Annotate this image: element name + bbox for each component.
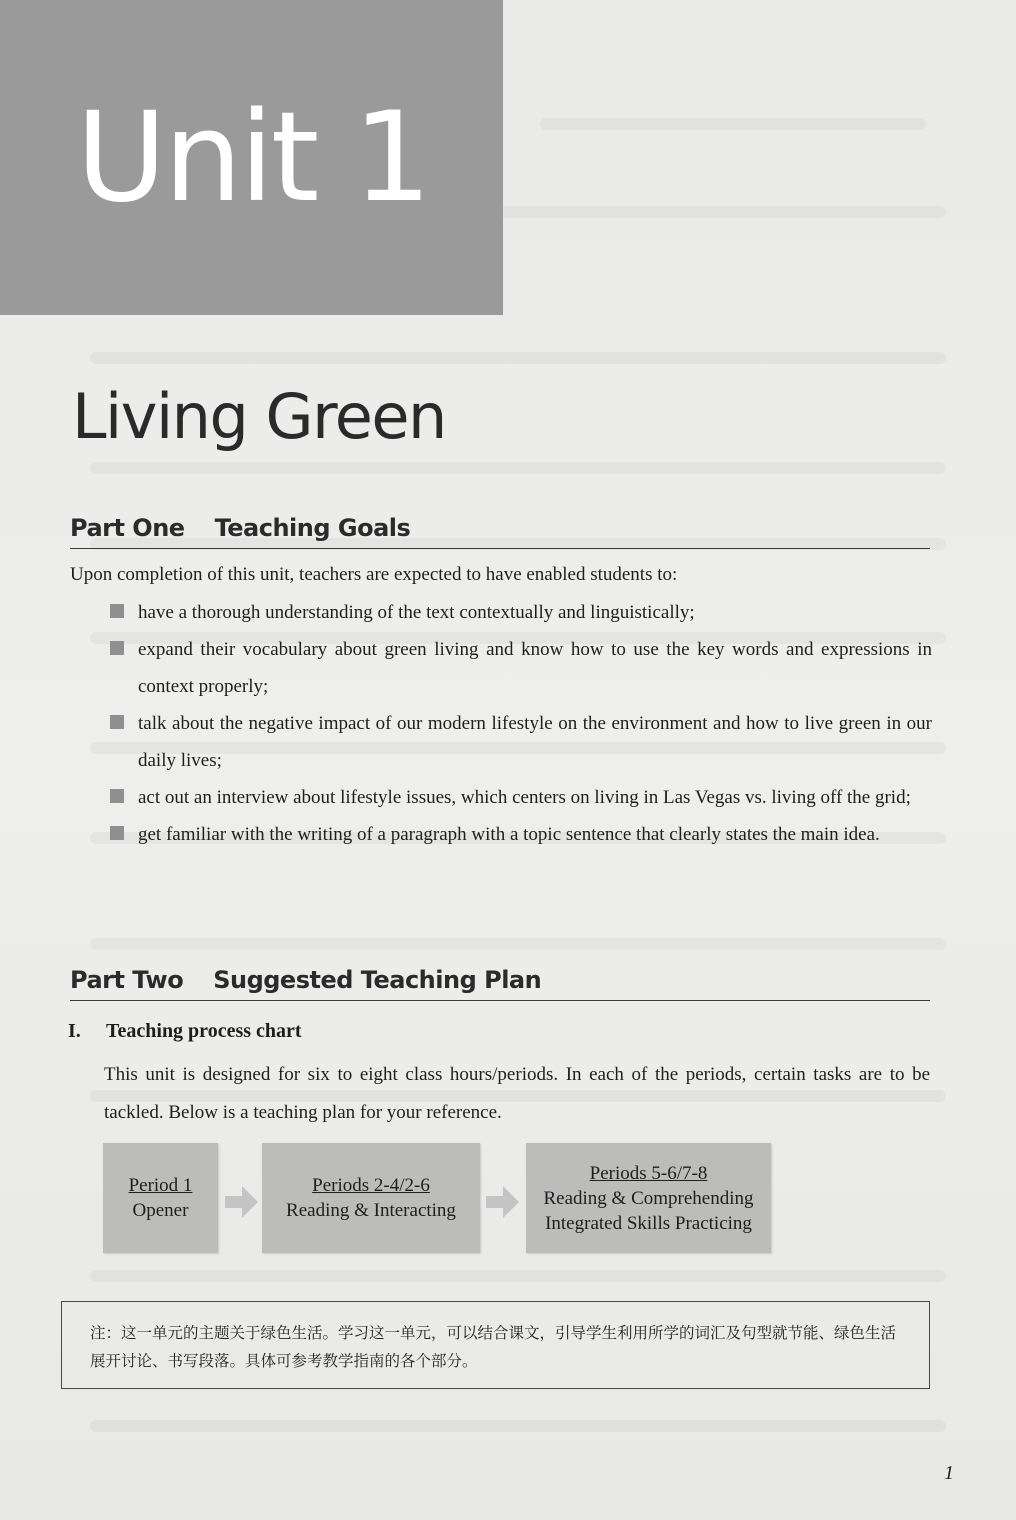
- unit-title: Living Green: [72, 380, 446, 453]
- bleed-through: [90, 352, 946, 364]
- goal-text: act out an interview about lifestyle issues, which centers on living in Las Vegas vs. living off the grid;: [138, 787, 911, 808]
- period-task: Reading & Comprehending: [543, 1187, 754, 1209]
- square-bullet-icon: [110, 715, 124, 729]
- bleed-through: [90, 462, 946, 474]
- part-one-label: Part One: [70, 514, 185, 542]
- goal-text: get familiar with the writing of a paragraph with a topic sentence that clearly states the main idea.: [138, 824, 880, 845]
- list-item: [110, 779, 932, 816]
- part-two-label: Part Two: [70, 966, 184, 994]
- part-one-heading: [70, 516, 930, 549]
- square-bullet-icon: [110, 789, 124, 803]
- period-task: Opener: [132, 1200, 189, 1221]
- section-title: Teaching process chart: [106, 1020, 302, 1042]
- unit-label: Unit 1: [76, 86, 429, 230]
- list-item: [110, 631, 932, 705]
- list-item: [110, 705, 932, 779]
- goal-text: talk about the negative impact of our modern lifestyle on the environment and how to live green in our daily lives;: [138, 713, 932, 771]
- list-item: [110, 816, 932, 853]
- arrow-right-icon: [225, 1185, 259, 1219]
- period-label: Period 1: [128, 1175, 193, 1196]
- part-two-title: Suggested Teaching Plan: [213, 966, 542, 994]
- square-bullet-icon: [110, 826, 124, 840]
- arrow-right-icon: [486, 1185, 520, 1219]
- period-box-1: [103, 1143, 218, 1253]
- unit-banner: [0, 0, 503, 315]
- bleed-through: [540, 118, 926, 130]
- period-box-2: [262, 1143, 480, 1253]
- period-task: Integrated Skills Practicing: [545, 1212, 752, 1234]
- goal-text: expand their vocabulary about green living and know how to use the key words and expressions in context properly;: [138, 639, 932, 697]
- section-heading: [68, 1020, 302, 1043]
- page-number: 1: [944, 1462, 954, 1484]
- bleed-through: [90, 1270, 946, 1282]
- note-text: 注：这一单元的主题关于绿色生活。学习这一单元，可以结合课文，引导学生利用所学的词汇及句型就节能、绿色生活展开讨论、书写段落。具体可参考教学指南的各个部分。: [90, 1324, 897, 1370]
- square-bullet-icon: [110, 641, 124, 655]
- period-task: Reading & Interacting: [286, 1200, 456, 1221]
- plan-description: This unit is designed for six to eight class hours/periods. In each of the periods, certain tasks are to be tackled. Below is a teaching plan for your reference.: [104, 1064, 930, 1123]
- period-box-3: [526, 1143, 771, 1253]
- bleed-through: [90, 938, 946, 950]
- bleed-through: [90, 1420, 946, 1432]
- period-label: Periods 2-4/2-6: [312, 1175, 430, 1196]
- list-item: [110, 594, 932, 631]
- part-two-heading: [70, 968, 930, 1001]
- square-bullet-icon: [110, 604, 124, 618]
- goals-list: [110, 594, 932, 853]
- goals-intro: Upon completion of this unit, teachers are expected to have enabled students to:: [70, 564, 678, 585]
- section-number: I.: [68, 1020, 81, 1042]
- note-box: [61, 1301, 930, 1389]
- period-label: Periods 5-6/7-8: [589, 1162, 708, 1184]
- goal-text: have a thorough understanding of the text contextually and linguistically;: [138, 602, 695, 623]
- part-one-title: Teaching Goals: [214, 514, 411, 542]
